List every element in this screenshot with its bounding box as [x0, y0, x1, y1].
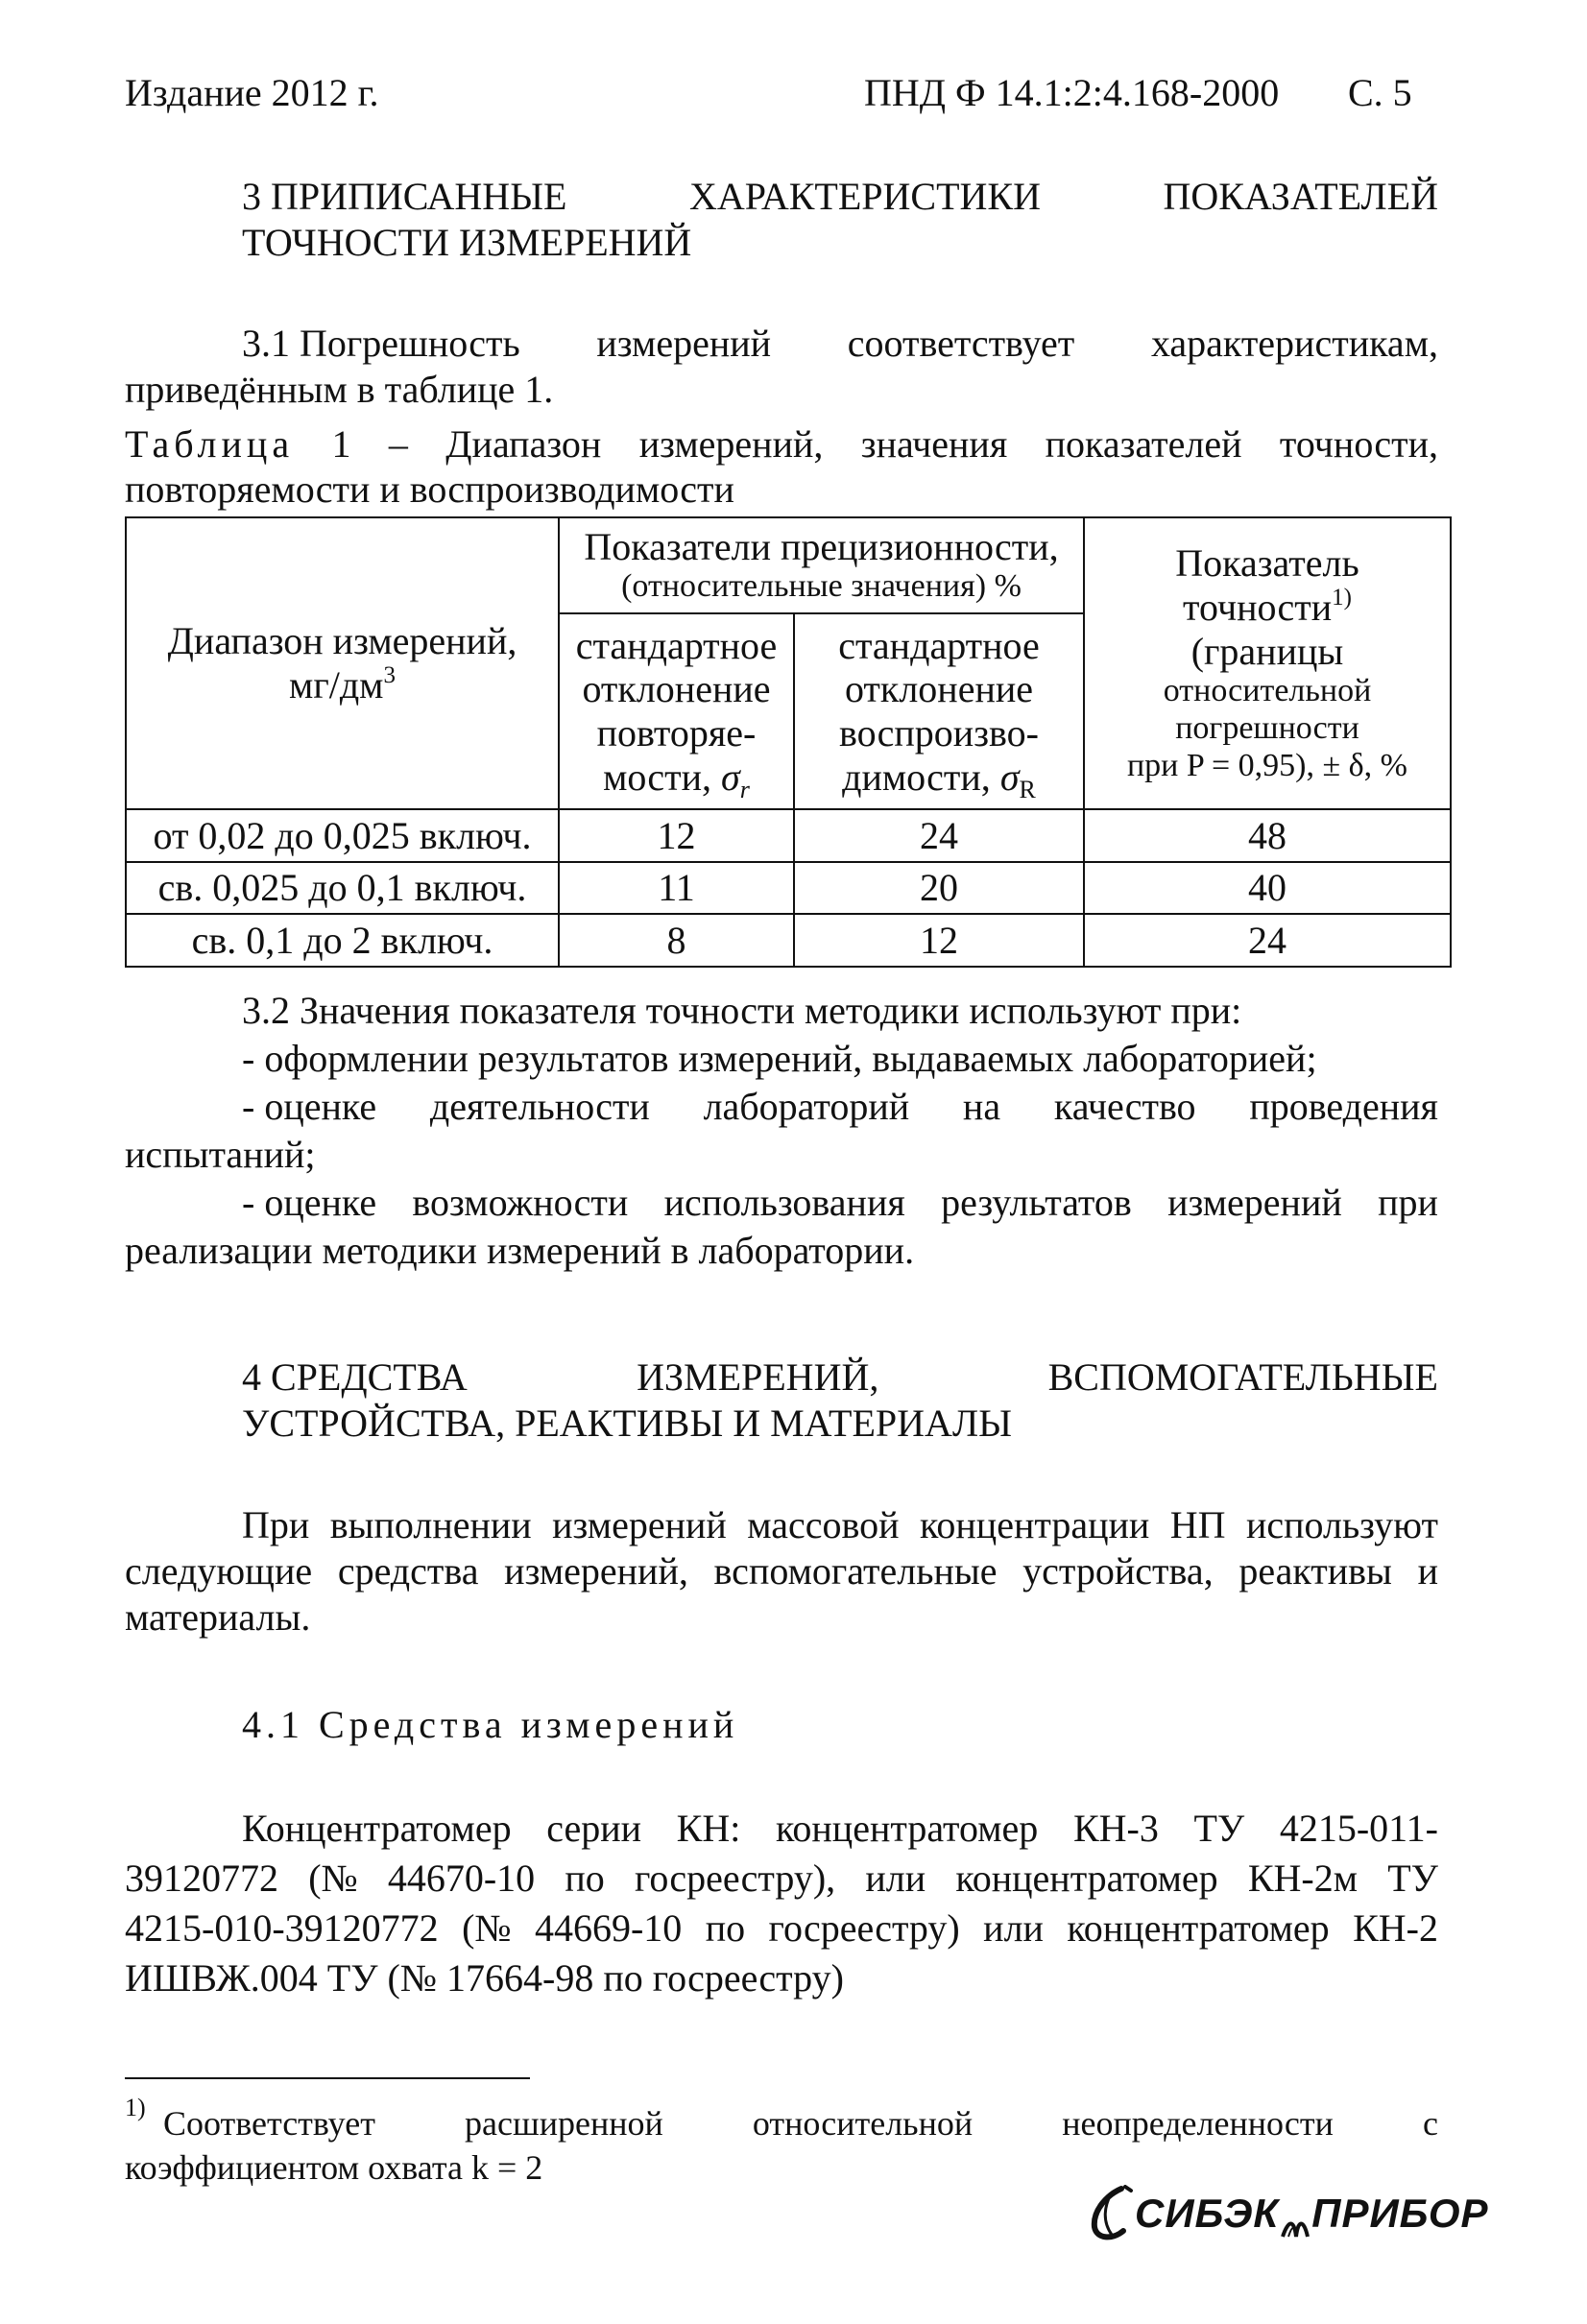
caption-word: Таблица — [125, 422, 295, 466]
word: госреестру) — [768, 1906, 960, 1950]
heading-word: 4 СРЕДСТВА — [242, 1355, 468, 1399]
word: (№ — [462, 1906, 512, 1950]
section4-heading-line1 — [242, 1354, 1438, 1402]
word: концентрации — [919, 1503, 1150, 1546]
header-text: мости, — [603, 755, 712, 799]
table-border — [125, 966, 1452, 968]
section4-intro-line3: материалы. — [125, 1595, 311, 1639]
unit-text: мг/дм — [289, 663, 384, 707]
section3-heading-line2: ТОЧНОСТИ ИЗМЕРЕНИЙ — [242, 221, 692, 264]
header-text: при P = 0,95), ± δ, % — [1126, 747, 1408, 783]
paragraph-3-2-line6: реализации методики измерений в лаборатории. — [125, 1229, 915, 1272]
word: концентратомер — [775, 1807, 1039, 1850]
header-precision-group — [560, 518, 1083, 612]
caption-word: показателей — [1045, 422, 1242, 466]
word: и — [1417, 1549, 1438, 1593]
word: - оценке — [242, 1085, 377, 1128]
word: 4215-010-39120772 — [125, 1906, 439, 1950]
word: характеристикам, — [1150, 322, 1438, 365]
sigma-symbol: σ — [999, 755, 1020, 799]
paragraph-3-2-line3 — [242, 1083, 1438, 1131]
sibec-swoosh-icon — [1083, 2185, 1135, 2242]
table-cell-range: св. 0,025 до 0,1 включ. — [157, 866, 527, 910]
header-text: относительной — [1163, 673, 1372, 709]
subsection-4-1-heading: 4.1 Средства измерений — [242, 1703, 739, 1746]
word: концентратомер — [1067, 1906, 1330, 1950]
word: НП — [1169, 1503, 1226, 1546]
header-reproducibility — [795, 614, 1083, 808]
header-text: Диапазон измерений, — [167, 619, 517, 663]
footnote-separator — [125, 2077, 530, 2079]
word: концентратомер — [955, 1857, 1218, 1900]
word: с — [1422, 2104, 1438, 2143]
header-text: стандартное — [838, 623, 1040, 667]
paragraph-3-2-line5 — [242, 1179, 1438, 1227]
header-text: воспроизво- — [839, 711, 1039, 755]
word: расширенной — [465, 2104, 663, 2143]
word: Соответствует — [163, 2104, 375, 2143]
section4-intro-line2 — [125, 1547, 1438, 1595]
word: реактивы — [1238, 1549, 1392, 1593]
header-text-with-symbol — [603, 755, 750, 803]
footnote-line1 — [163, 2102, 1438, 2145]
table-cell-accuracy: 24 — [1248, 918, 1286, 962]
word: выполнении — [329, 1503, 532, 1546]
logo-text: СИБЭК ПРИБОР — [1135, 2190, 1489, 2236]
table-cell-repeatability: 8 — [666, 918, 686, 962]
footnote-ref: 1) — [1332, 585, 1352, 611]
header-text: (границы — [1190, 629, 1344, 673]
sigma-subscript: r — [739, 775, 750, 803]
subsection-4-1-line4: ИШВЖ.004 ТУ (№ 17664-98 по госреестру) — [125, 1956, 844, 2000]
word: 44669-10 — [534, 1906, 683, 1950]
subsection-4-1-line2 — [125, 1855, 1438, 1903]
word: используют — [1245, 1503, 1438, 1546]
heading-word: 3 ПРИПИСАННЫЕ — [242, 175, 567, 218]
word: измерений, — [504, 1549, 688, 1593]
header-text: погрешности — [1175, 710, 1359, 747]
caption-word: точности, — [1279, 422, 1438, 466]
word: следующие — [125, 1549, 313, 1593]
header-text: точности — [1183, 586, 1333, 630]
heading-word: ВСПОМОГАТЕЛЬНЫЕ — [1047, 1355, 1438, 1399]
caption-word: – — [388, 422, 408, 466]
word: измерений — [1167, 1181, 1342, 1224]
word: соответствует — [847, 322, 1075, 365]
word: средства — [337, 1549, 479, 1593]
table-cell-range: от 0,02 до 0,025 включ. — [153, 813, 532, 857]
word: неопределенности — [1062, 2104, 1334, 2143]
sibec-pribor-logo — [1083, 2185, 1489, 2242]
header-text: отклонение — [844, 667, 1034, 711]
header-text: отклонение — [582, 667, 771, 711]
header-repeatability — [560, 614, 793, 808]
paragraph-3-2-line4: испытаний; — [125, 1133, 316, 1176]
sigma-symbol: σ — [721, 755, 740, 799]
table-cell-repeatability: 11 — [658, 866, 695, 910]
table-cell-reproducibility: 20 — [920, 866, 958, 910]
paragraph-3-1-line1 — [242, 320, 1438, 368]
footnote-mark: 1) — [125, 2094, 146, 2121]
word: качество — [1053, 1085, 1196, 1128]
word: КН-3 — [1072, 1807, 1159, 1850]
table-cell-repeatability: 12 — [657, 813, 696, 857]
heading-word: ПОКАЗАТЕЛЕЙ — [1163, 175, 1438, 218]
header-text: Показатель — [1175, 541, 1359, 586]
paragraph-3-2-line2: - оформлении результатов измерений, выдаваемых лабораторией; — [242, 1037, 1317, 1080]
word: устройства, — [1022, 1549, 1214, 1593]
word: относительной — [752, 2104, 974, 2143]
word: или — [865, 1857, 926, 1900]
table-caption-line1 — [125, 420, 1438, 468]
caption-word: измерений, — [638, 422, 824, 466]
word: по — [565, 1857, 605, 1900]
footnote-line2: коэффициентом охвата k = 2 — [125, 2148, 543, 2187]
table-cell-accuracy: 48 — [1248, 813, 1286, 857]
word: госреестру), — [634, 1857, 836, 1900]
word: деятельности — [429, 1085, 650, 1128]
header-text: повторяе- — [596, 711, 757, 755]
header-text: Показатели прецизионности, — [584, 524, 1059, 568]
word: При — [242, 1503, 310, 1546]
word: 3.1 Погрешность — [242, 322, 520, 365]
subsection-4-1-line1 — [242, 1805, 1438, 1853]
word: или — [983, 1906, 1044, 1950]
caption-word: Диапазон — [445, 422, 602, 466]
caption-word: 1 — [331, 422, 351, 466]
header-range — [127, 518, 558, 808]
logo-wave-icon — [1279, 2202, 1311, 2231]
word: вспомогательные — [713, 1549, 998, 1593]
word: (№ — [308, 1857, 358, 1900]
table-cell-reproducibility: 12 — [920, 918, 958, 962]
header-text-with-footnote — [1183, 586, 1352, 630]
caption-word: значения — [860, 422, 1008, 466]
table-cell-range: св. 0,1 до 2 включ. — [191, 918, 493, 962]
section4-intro-line1 — [242, 1501, 1438, 1549]
word: КН: — [676, 1807, 741, 1850]
word: серии — [546, 1807, 642, 1850]
table-caption-line2: повторяемости и воспроизводимости — [125, 467, 734, 511]
subsection-4-1-line3 — [125, 1905, 1438, 1953]
word: лабораторий — [703, 1085, 910, 1128]
word: результатов — [941, 1181, 1132, 1224]
table-cell-reproducibility: 24 — [920, 813, 958, 857]
word: 39120772 — [125, 1857, 278, 1900]
word: измерений — [596, 322, 772, 365]
word: КН-2м — [1247, 1857, 1359, 1900]
word: на — [962, 1085, 1001, 1128]
word: 44670-10 — [387, 1857, 536, 1900]
paragraph-3-2-line1: 3.2 Значения показателя точности методики используют при: — [242, 989, 1242, 1032]
heading-word: ХАРАКТЕРИСТИКИ — [688, 175, 1041, 218]
heading-word: ИЗМЕРЕНИЙ, — [637, 1355, 879, 1399]
word: по — [705, 1906, 746, 1950]
word: использования — [663, 1181, 905, 1224]
unit-exponent: 3 — [383, 662, 396, 688]
word: при — [1378, 1181, 1438, 1224]
header-text-with-symbol — [842, 755, 1036, 803]
table-border — [1450, 516, 1452, 968]
word: ТУ — [1387, 1857, 1438, 1900]
header-unit — [289, 663, 396, 707]
word: массовой — [747, 1503, 900, 1546]
word: измерений — [552, 1503, 727, 1546]
section3-heading-line1 — [242, 173, 1438, 221]
word: возможности — [412, 1181, 629, 1224]
precision-table — [125, 516, 1452, 968]
word: Концентратомер — [242, 1807, 512, 1850]
header-text: димости, — [842, 755, 991, 799]
sigma-subscript: R — [1019, 775, 1036, 803]
document-code: ПНД Ф 14.1:2:4.168-2000 — [864, 71, 1280, 114]
header-text: стандартное — [575, 623, 778, 667]
word: 4215-011- — [1279, 1807, 1438, 1850]
table-cell-accuracy: 40 — [1248, 866, 1286, 910]
word: проведения — [1249, 1085, 1438, 1128]
word: ТУ — [1193, 1807, 1245, 1850]
page-number: С. 5 — [1348, 71, 1412, 114]
paragraph-3-1-line2: приведённым в таблице 1. — [125, 368, 554, 411]
edition-label: Издание 2012 г. — [125, 71, 379, 114]
header-text: (относительные значения) % — [621, 568, 1022, 605]
section4-heading-line2: УСТРОЙСТВА, РЕАКТИВЫ И МАТЕРИАЛЫ — [242, 1402, 1012, 1445]
word: - оценке — [242, 1181, 377, 1224]
header-accuracy — [1085, 518, 1450, 808]
word: КН-2 — [1353, 1906, 1438, 1950]
